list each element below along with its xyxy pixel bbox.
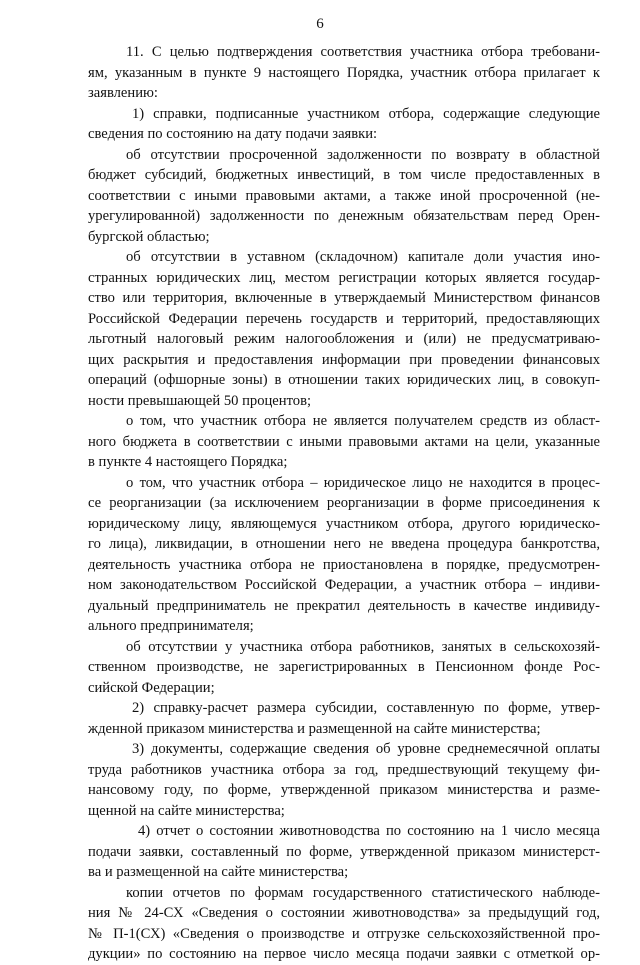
text-line: юридическому лицу, являющемуся участником отбора, другого юридическо-	[88, 515, 600, 532]
text-line: ального предпринимателя;	[88, 618, 254, 634]
text-line: жденной приказом министерства и размещенной на сайте министерства;	[88, 720, 541, 737]
text-line: копии отчетов по формам государственного статистического наблюде-	[126, 884, 600, 901]
text-line: 4) отчет о состоянии животноводства по состоянию на 1 число месяца	[138, 823, 600, 839]
page-number: 6	[316, 16, 324, 32]
text-line: льготный налоговый режим налогообложения и (или) не предусматриваю-	[88, 331, 600, 347]
text-line: в пункте 4 настоящего Порядка;	[88, 454, 288, 470]
text-line: соответствии с иными правовыми актами, а также иной просроченной (не-	[88, 187, 600, 204]
text-line: заявлению:	[88, 85, 158, 101]
text-line: ственном производстве, не зарегистрированных в Пенсионном фонде Рос-	[88, 659, 600, 675]
text-line: ния № 24-СХ «Сведения о состоянии животноводства» за предыдущий год,	[88, 905, 600, 921]
text-line: бюджет субсидий, бюджетных инвестиций, в том числе предоставленных в	[88, 167, 600, 183]
text-line: ство или территория, включенные в утверждаемый Министерством финансов	[88, 290, 600, 306]
text-line: 11. С целью подтверждения соответствия участника отбора требовани-	[126, 44, 600, 60]
text-line: нансовому году, по форме, утвержденной приказом министерства и разме-	[88, 782, 600, 798]
text-line: бургской областью;	[88, 228, 210, 245]
text-line: ва и размещенной на сайте министерства;	[88, 864, 349, 880]
text-line: 1) справки, подписанные участником отбора, содержащие следующие	[132, 105, 600, 122]
text-line: деятельность участника отбора не приостановлена в порядке, предусмотрен-	[88, 556, 600, 573]
text-line: щенной на сайте министерства;	[88, 802, 285, 819]
text-line: ности превышающей 50 процентов;	[88, 392, 312, 409]
text-line: се реорганизации (за исключением реорганизации в форме присоединения к	[88, 495, 600, 511]
text-line: сийской Федерации;	[88, 679, 215, 696]
text-line: операций (офшорные зоны) в отношении таких юридических лиц, в совокуп-	[88, 372, 600, 388]
text-line: ного бюджета в соответствии с иными правовыми актами на цели, указанные	[88, 433, 600, 450]
text-line: об отсутствии в уставном (складочном) капитале доли участия ино-	[126, 249, 600, 265]
text-line: об отсутствии у участника отбора работников, занятых в сельскохозяй-	[126, 638, 600, 655]
text-line: щих раскрытия и предоставления информации при проведении финансовых	[88, 351, 600, 368]
document-body	[88, 42, 600, 965]
text-line: труда работников участника отбора за год, предшествующий текущему фи-	[88, 761, 600, 778]
text-line: Российской Федерации перечень государств и территорий, предоставляющих	[88, 310, 600, 327]
text-line: сведения по состоянию на дату подачи заявки:	[88, 126, 378, 142]
text-line: урегулированной) задолженности по денежным обязательствам перед Орен-	[88, 208, 600, 224]
text-line: о том, что участник отбора – юридическое лицо не находится в процес-	[126, 474, 600, 491]
text-line: дукции» по состоянию на первое число месяца подачи заявки с отметкой ор-	[88, 946, 600, 962]
text-line: дуальный предприниматель не прекратил деятельность в качестве индивиду-	[88, 597, 600, 614]
text-line: го лица), ликвидации, в отношении него не введена процедура банкротства,	[88, 536, 600, 552]
text-line: подачи заявки, составленный по форме, утвержденной приказом министерст-	[88, 843, 600, 860]
text-line: 2) справку-расчет размера субсидии, составленную по форме, утвер-	[132, 700, 600, 716]
text-line: ном законодательством Российской Федерации, а участник отбора – индиви-	[88, 577, 600, 593]
text-line: 3) документы, содержащие сведения об уровне среднемесячной оплаты	[132, 741, 600, 757]
text-line: об отсутствии просроченной задолженности по возврату в областной	[126, 146, 600, 163]
text-line: ям, указанным в пункте 9 настоящего Порядка, участник отбора прилагает к	[88, 64, 600, 81]
text-line: № П-1(СХ) «Сведения о производстве и отгрузке сельскохозяйственной про-	[88, 925, 600, 942]
text-line: странных юридических лиц, местом регистрации которых является государ-	[88, 269, 600, 286]
text-line: о том, что участник отбора не является получателем средств из област-	[126, 413, 600, 429]
